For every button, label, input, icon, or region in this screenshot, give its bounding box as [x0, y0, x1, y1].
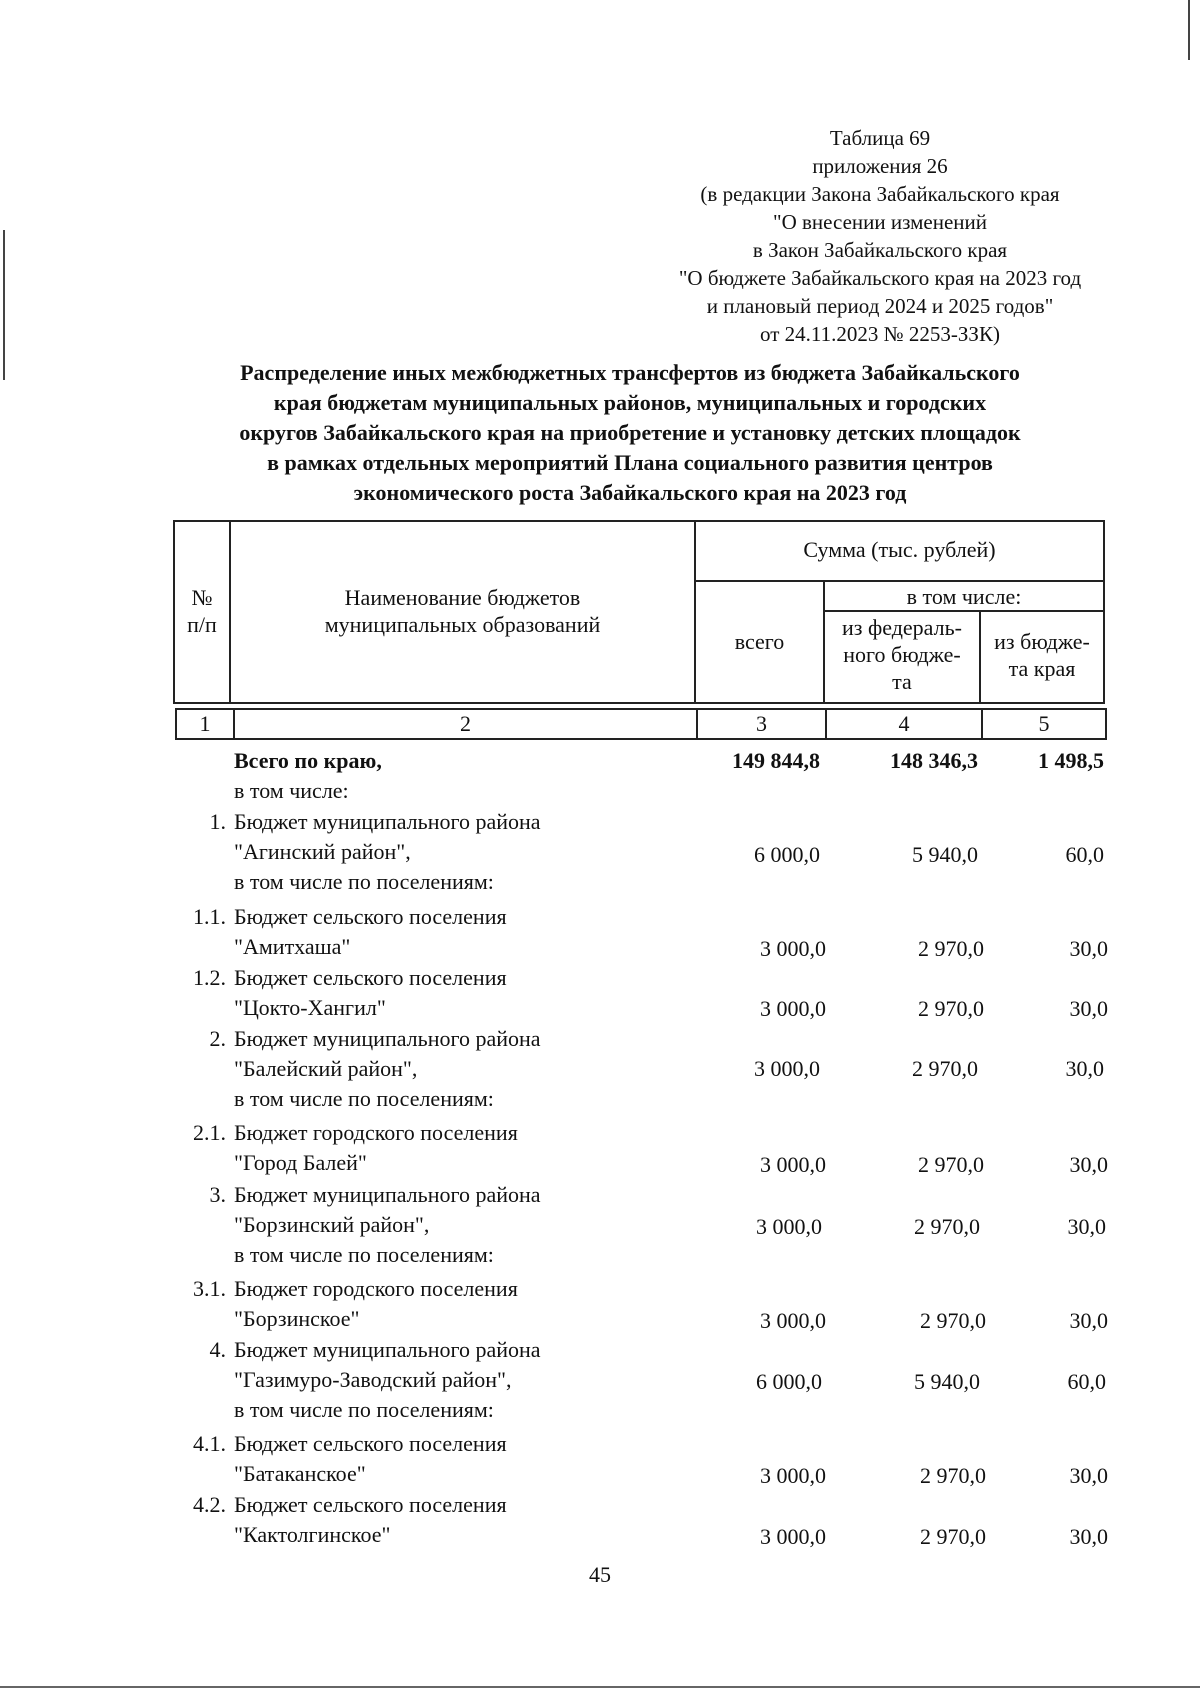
- scan-edge-bottom: [0, 1686, 1200, 1688]
- col-number: 3: [756, 711, 767, 736]
- total-sub: в том числе:: [234, 778, 349, 803]
- row-num: 1.: [209, 809, 226, 834]
- row-num: 4.2.: [193, 1492, 226, 1517]
- total-label: Всего по краю,: [234, 748, 382, 773]
- header-line: приложения 26: [812, 154, 948, 178]
- federal-header: из федераль- ного бюдже- та: [842, 615, 962, 694]
- row-num: 4.: [209, 1337, 226, 1362]
- row-num: 1.2.: [193, 965, 226, 990]
- sum-header: Сумма (тыс. рублей): [803, 537, 996, 562]
- title-line: края бюджетам муниципальных районов, муниципальных и городских: [273, 390, 987, 415]
- header-line: от 24.11.2023 № 2253-ЗЗК): [760, 322, 1000, 346]
- regional-header: из бюдже- та края: [994, 629, 1090, 681]
- col-num-header: № п/п: [187, 585, 217, 637]
- row-num: 2.1.: [193, 1120, 226, 1145]
- total-regional: 1 498,5: [1038, 748, 1104, 773]
- title-line: в рамках отдельных мероприятий Плана социального развития центров: [267, 450, 993, 475]
- col-number: 5: [1038, 711, 1050, 736]
- row-num: 4.1.: [193, 1431, 226, 1456]
- title-line: экономического роста Забайкальского края на 2023 год: [353, 480, 907, 505]
- row-num: 2.: [209, 1026, 226, 1051]
- row-num: 1.1.: [193, 904, 226, 929]
- total-federal: 148 346,3: [890, 748, 978, 773]
- document-title: [150, 358, 1110, 508]
- total-header: всего: [734, 629, 785, 654]
- header-line: "О бюджете Забайкальского края на 2023 год: [678, 266, 1082, 290]
- title-line: Распределение иных межбюджетных трансфертов из бюджета Забайкальского: [240, 360, 1020, 385]
- header-line: Таблица 69: [829, 126, 931, 150]
- row-num: 3.: [209, 1182, 226, 1207]
- page-number: 45: [589, 1562, 611, 1587]
- header-line: "О внесении изменений: [773, 210, 987, 234]
- header-line: (в редакции Закона Забайкальского края: [700, 182, 1060, 206]
- row-num: 3.1.: [193, 1276, 226, 1301]
- including-header: в том числе:: [906, 584, 1022, 609]
- col-name-header: Наименование бюджетов муниципальных образований: [324, 585, 601, 637]
- col-number: 2: [460, 711, 471, 736]
- appendix-header: [620, 124, 1140, 348]
- header-line: и плановый период 2024 и 2025 годов": [706, 294, 1054, 318]
- scan-edge-left: [3, 230, 5, 380]
- col-number: 4: [898, 711, 910, 736]
- header-line: в Закон Забайкальского края: [752, 238, 1008, 262]
- scan-edge-right: [1188, 0, 1190, 60]
- total-sum: 149 844,8: [732, 748, 820, 773]
- col-number: 1: [199, 711, 211, 736]
- title-line: округов Забайкальского края на приобретение и установку детских площадок: [239, 420, 1021, 445]
